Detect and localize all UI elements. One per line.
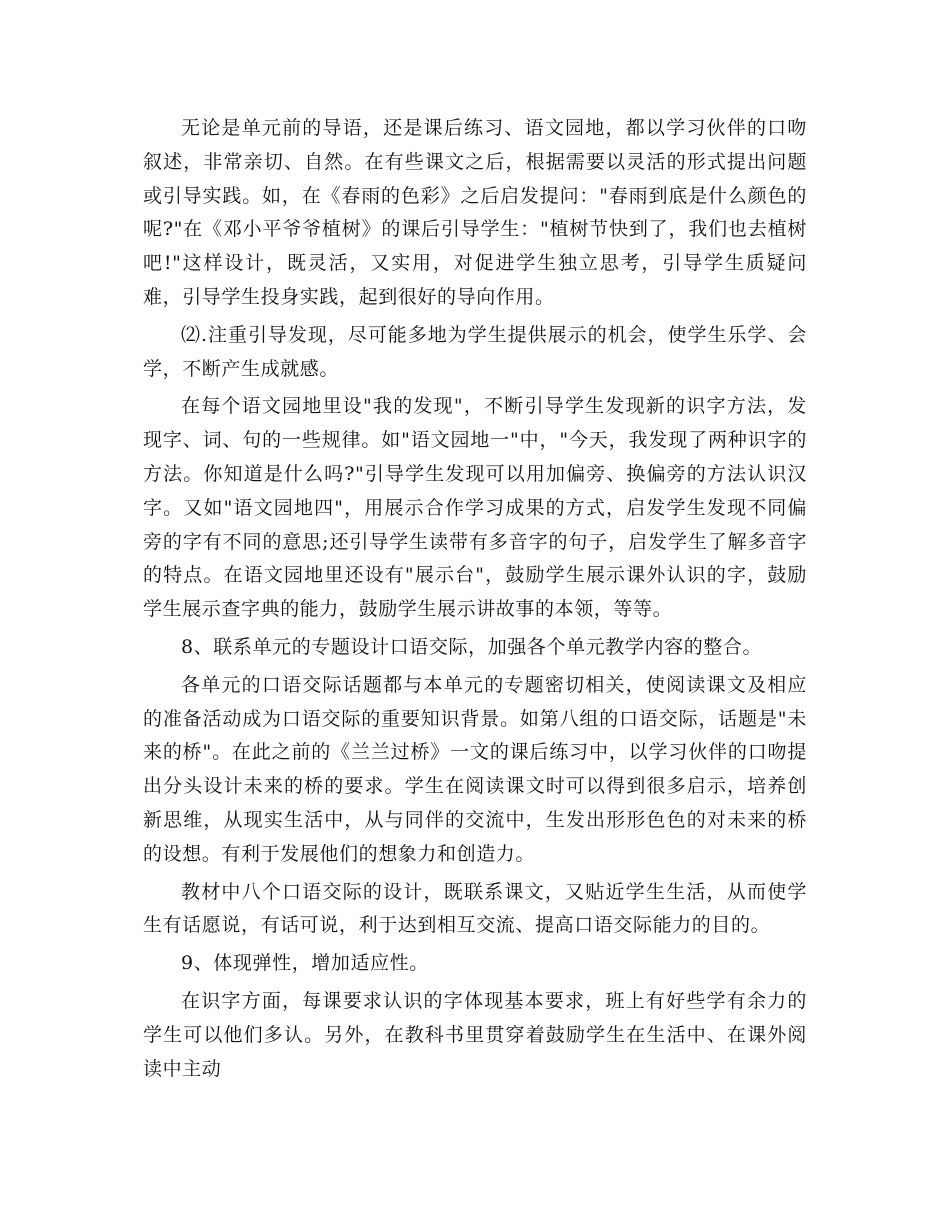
paragraph: 8、联系单元的专题设计口语交际，加强各个单元教学内容的整合。	[181, 635, 763, 658]
paragraph: 在识字方面，每课要求认识的字体现基本要求，班上有好些学有余力的学生可以他们多认。另外，在教科书里贯穿着鼓励学生在生活中、在课外阅读中主动	[143, 989, 807, 1080]
paragraph: 教材中八个口语交际的设计，既联系课文，又贴近学生生活，从而使学生有话愿说，有话可说，利于达到相互交流、提高口语交际能力的目的。	[143, 880, 807, 937]
paragraph: 9、体现弹性，增加适应性。	[181, 952, 429, 975]
paragraph: 各单元的口语交际话题都与本单元的专题密切相关，使阅读课文及相应的准备活动成为口语交际的重要知识背景。如第八组的口语交际，话题是"未来的桥"。在此之前的《兰兰过桥》一文的课后练习中，以学习伙伴的口吻提出分头设计未来的桥的要求。学生在阅读课文时可以得到很多启示，培养创新思维，从现实生活中，从与同伴的交流中，生发出形形色色的对未来的桥的设想。有利于发展他们的想象力和创造力。	[143, 673, 807, 865]
paragraph: 无论是单元前的导语，还是课后练习、语文园地，都以学习伙伴的口吻叙述，非常亲切、自然。在有些课文之后，根据需要以灵活的形式提出问题或引导实践。如，在《春雨的色彩》之后启发提问："春雨到底是什么颜色的呢?"在《邓小平爷爷植树》的课后引导学生："植树节快到了，我们也去植树吧!"这样设计，既灵活，又实用，对促进学生独立思考，引导学生质疑问难，引导学生投身实践，起到很好的导向作用。	[143, 117, 807, 308]
document-body	[143, 112, 807, 1090]
paragraph: 在每个语文园地里设"我的发现"，不断引导学生发现新的识字方法，发现字、词、句的一些规律。如"语文园地一"中，"今天，我发现了两种识字的方法。你知道是什么吗?"引导学生发现可以用加偏旁、换偏旁的方法认识汉字。又如"语文园地四"，用展示合作学习成果的方式，启发学生发现不同偏旁的字有不同的意思;还引导学生读带有多音字的句子，启发学生了解多音字的特点。在语文园地里还设有"展示台"，鼓励学生展示课外认识的字，鼓励学生展示查字典的能力，鼓励学生展示讲故事的本领，等等。	[143, 395, 807, 621]
paragraph: ⑵.注重引导发现，尽可能多地为学生提供展示的机会，使学生乐学、会学，不断产生成就感。	[143, 323, 807, 380]
